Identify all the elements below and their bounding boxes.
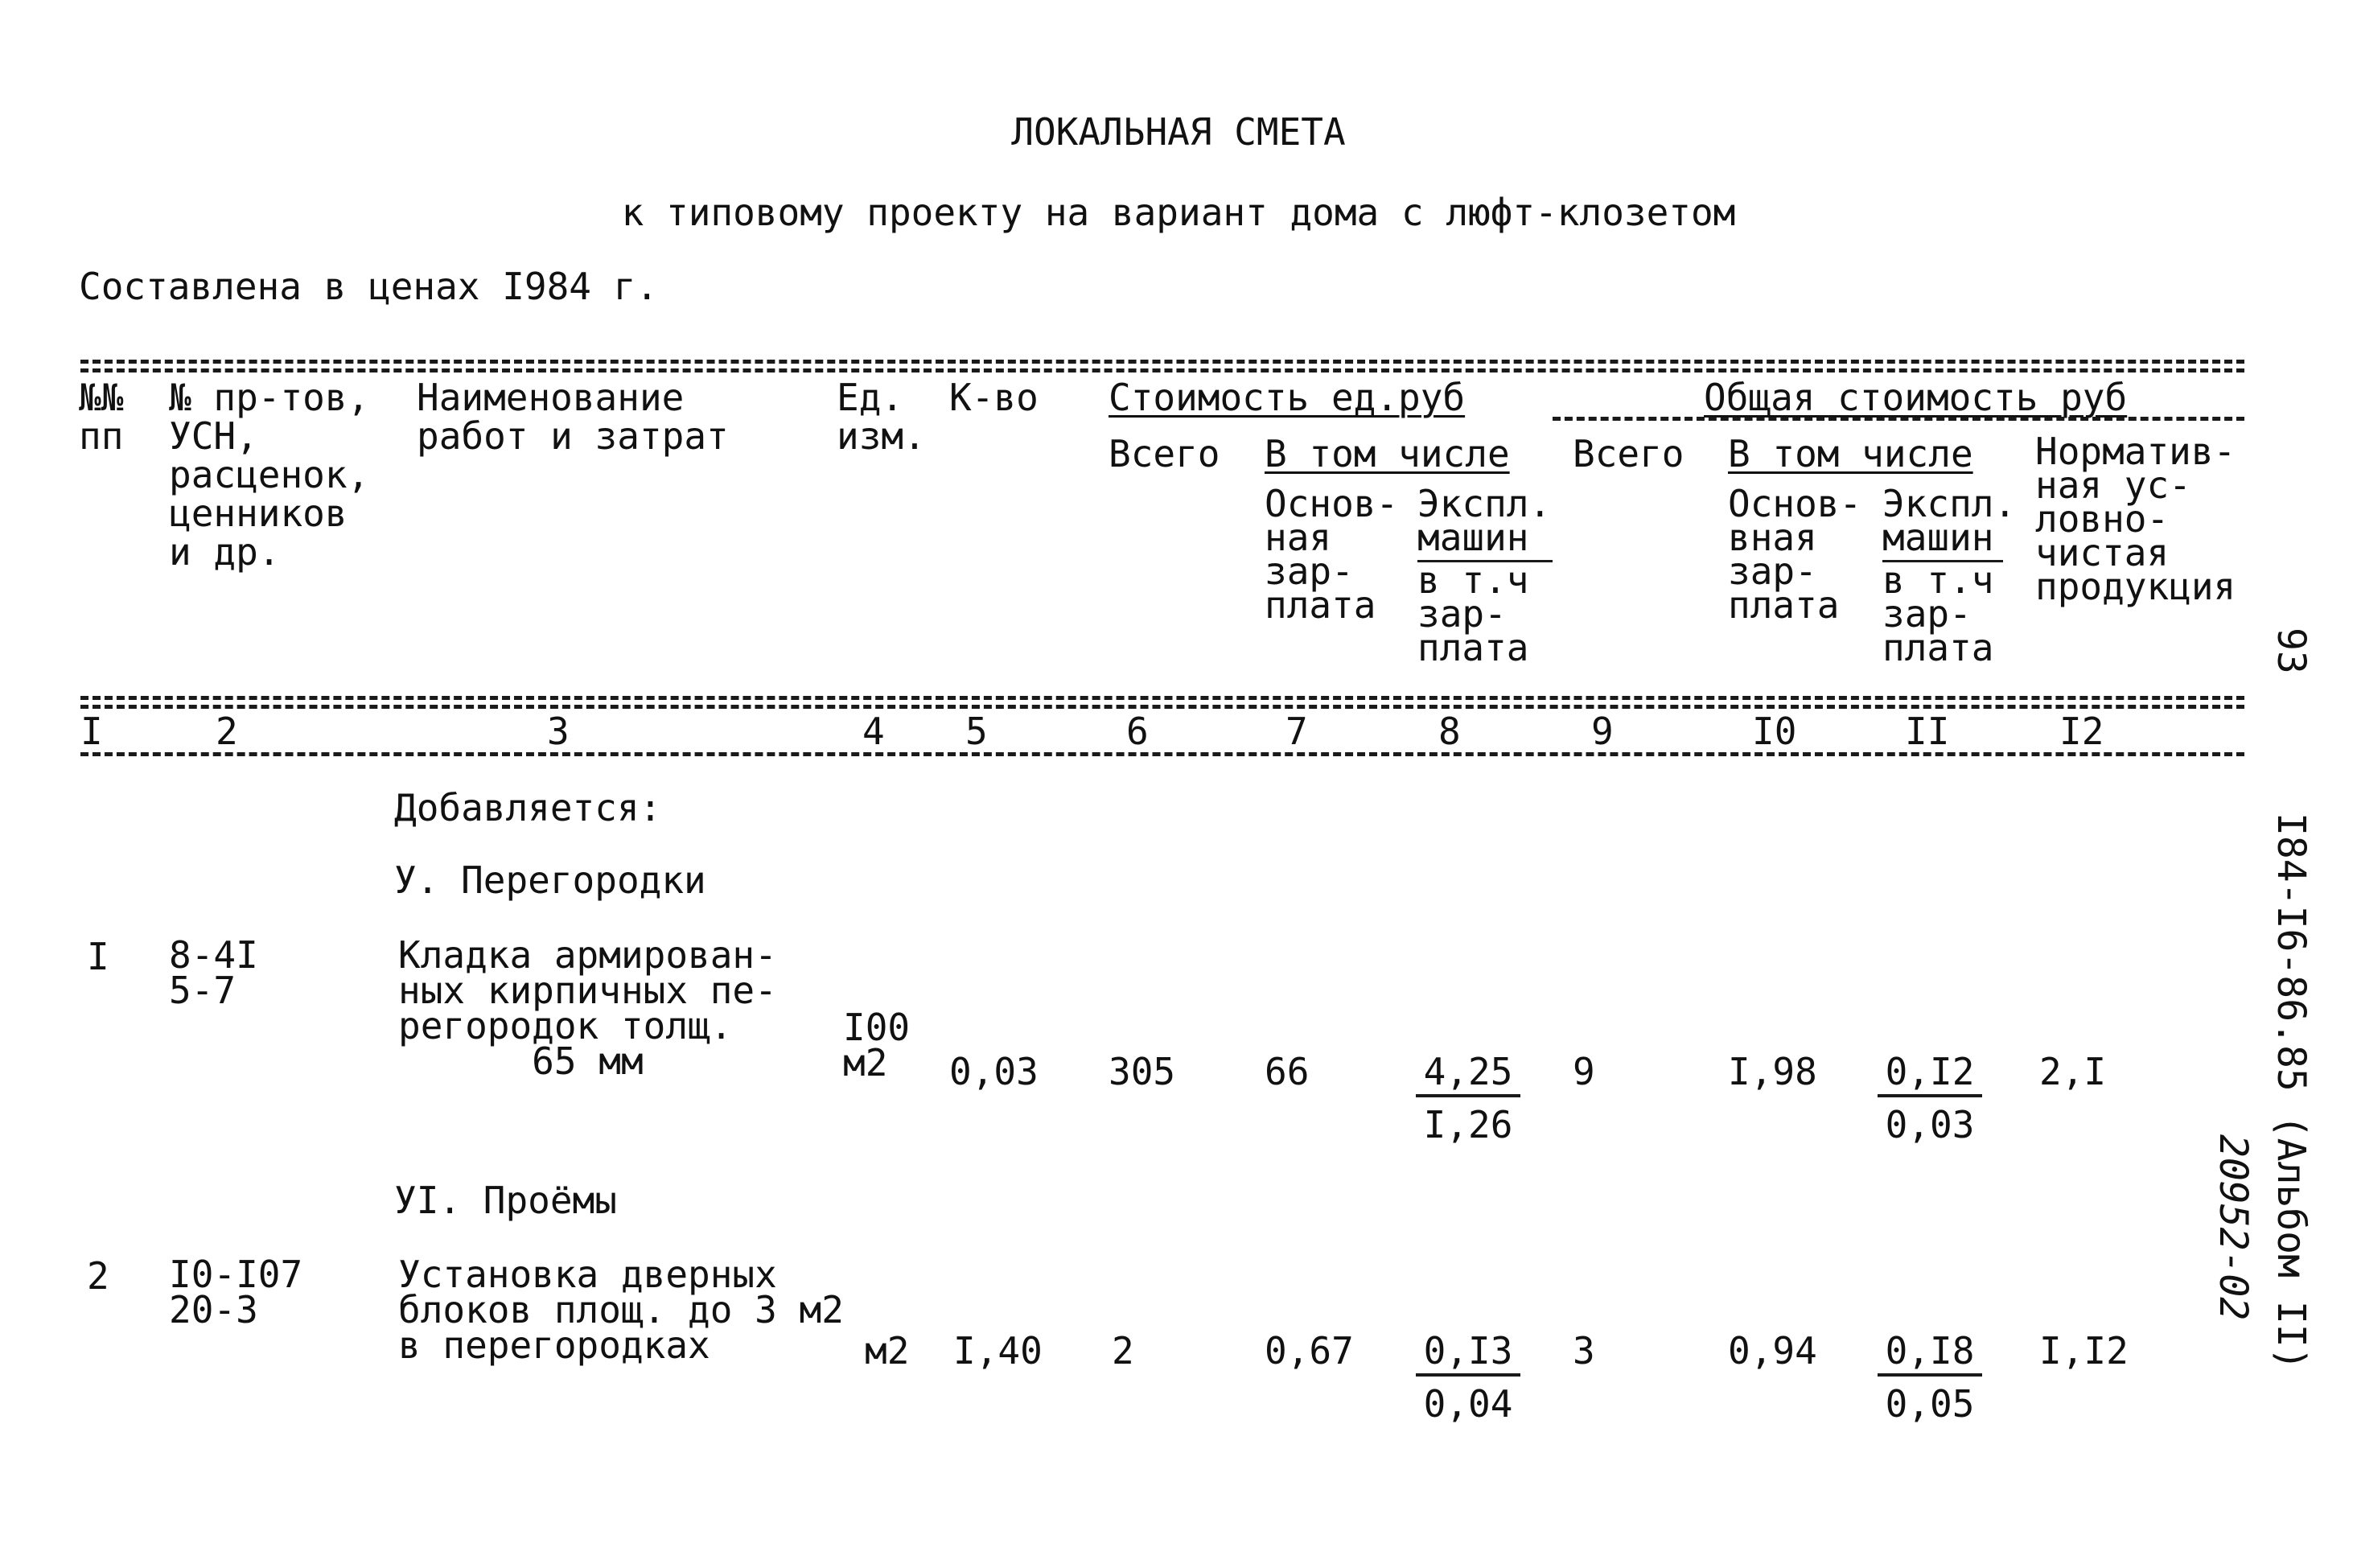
header-col-unit-wage: Основ- ная зар- плата: [1265, 482, 1399, 627]
row-total-machine: 0,I2: [1878, 1052, 1982, 1097]
album-code: I84-I6-86.85 (Альбом II): [2269, 813, 2314, 1371]
row-unit-total: 305: [1109, 1050, 1176, 1093]
prices-note: Составлена в ценах I984 г.: [79, 265, 659, 308]
row-unit-machine: 4,25: [1416, 1052, 1520, 1097]
row-number: I: [87, 935, 109, 978]
column-number: 2: [216, 710, 238, 753]
row-qty: I,40: [953, 1329, 1043, 1373]
table-top-rule: [80, 360, 2244, 364]
section-heading: УI. Проёмы: [394, 1179, 617, 1222]
column-number: I0: [1752, 710, 1797, 753]
header-col-total-machine: Экспл. машин: [1882, 482, 2017, 559]
header-col-total-wage: Основ- вная зар- плата: [1728, 482, 1862, 627]
row-unit: I00 м2: [843, 1006, 911, 1084]
header-in-that-total: В том числе: [1728, 432, 1973, 475]
page-number: 93: [2269, 628, 2314, 674]
row-number: 2: [87, 1254, 109, 1298]
row-total-machine-wage: 0,05: [1885, 1382, 1975, 1426]
header-in-that-unit: В том числе: [1265, 432, 1510, 475]
row-unit-machine: 0,I3: [1416, 1331, 1520, 1377]
added-label: Добавляется:: [394, 786, 662, 829]
table-top-rule-2: [80, 368, 2244, 372]
header-bottom-rule: [80, 696, 2244, 700]
row-name: Установка дверных блоков площ. до 3 м2 в перегородках: [398, 1253, 844, 1367]
row-unit-machine-wage: I,26: [1423, 1103, 1513, 1146]
row-total-wage: I,98: [1728, 1050, 1817, 1093]
row-unit-machine-wage: 0,04: [1423, 1382, 1513, 1426]
row-qty: 0,03: [949, 1050, 1039, 1093]
header-col-name: Наименование работ и затрат: [417, 376, 729, 458]
row-total-machine-fraction: [1878, 1329, 1982, 1426]
row-total: 9: [1573, 1050, 1595, 1093]
column-number: II: [1905, 710, 1950, 753]
row-total-machine-wage: 0,03: [1885, 1103, 1975, 1146]
row-code: 8-4I 5-7: [169, 933, 258, 1012]
row-unit-machine-fraction: [1416, 1052, 1520, 1144]
row-code: I0-I07 20-3: [169, 1253, 303, 1331]
column-number: I: [80, 710, 103, 753]
row-unit-wage: 0,67: [1265, 1329, 1354, 1373]
header-col-unit-total: Всего: [1109, 432, 1220, 475]
header-bottom-rule-2: [80, 705, 2244, 709]
header-col-unit-machine: Экспл. машин: [1417, 482, 1552, 559]
document-subtitle: к типовому проекту на вариант дома с люфт-клозетом: [621, 191, 1736, 234]
row-unit-total: 2: [1112, 1329, 1134, 1373]
header-group-unit-cost: Стоимость ед.руб: [1109, 376, 1466, 419]
header-group-total-cost: Общая стоимость руб: [1704, 376, 2128, 419]
row-net-product: I,I2: [2039, 1329, 2129, 1373]
header-col-unit: Ед. изм.: [837, 376, 926, 458]
doc-code: 20952-02: [2211, 1134, 2256, 1321]
row-total: 3: [1573, 1329, 1595, 1373]
header-col-num: №№ пп: [79, 376, 124, 458]
header-col-total: Всего: [1573, 432, 1684, 475]
row-unit-machine-fraction: [1416, 1329, 1520, 1426]
column-number: 6: [1126, 710, 1149, 753]
column-number: 8: [1438, 710, 1461, 753]
row-unit: м2: [865, 1329, 910, 1373]
row-name: Кладка армирован- ных кирпичных пе- регородок толщ. 65 мм: [398, 933, 777, 1083]
row-total-wage: 0,94: [1728, 1329, 1817, 1373]
section-heading: У. Перегородки: [394, 858, 706, 902]
row-net-product: 2,I: [2039, 1050, 2107, 1093]
header-col-code: № пр-тов, УСН, расценок, ценников и др.: [169, 376, 370, 574]
row-total-machine-fraction: [1878, 1052, 1982, 1144]
column-number: 7: [1285, 710, 1308, 753]
header-col-unit-machine-wage: в т.ч зар- плата: [1417, 558, 1529, 669]
column-number: 5: [965, 710, 988, 753]
header-col-qty: К-во: [949, 376, 1039, 419]
document-title: ЛОКАЛЬНАЯ СМЕТА: [1011, 110, 1346, 154]
header-col-total-machine-wage: в т.ч зар- плата: [1882, 558, 1994, 669]
header-col-net-product: Норматив- ная ус- ловно- чистая продукция: [2035, 430, 2236, 608]
row-total-machine: 0,I8: [1878, 1331, 1982, 1377]
column-number: 9: [1591, 710, 1614, 753]
row-unit-wage: 66: [1265, 1050, 1310, 1093]
column-number: 4: [862, 710, 885, 753]
column-number: I2: [2059, 710, 2104, 753]
column-number: 3: [547, 710, 570, 753]
